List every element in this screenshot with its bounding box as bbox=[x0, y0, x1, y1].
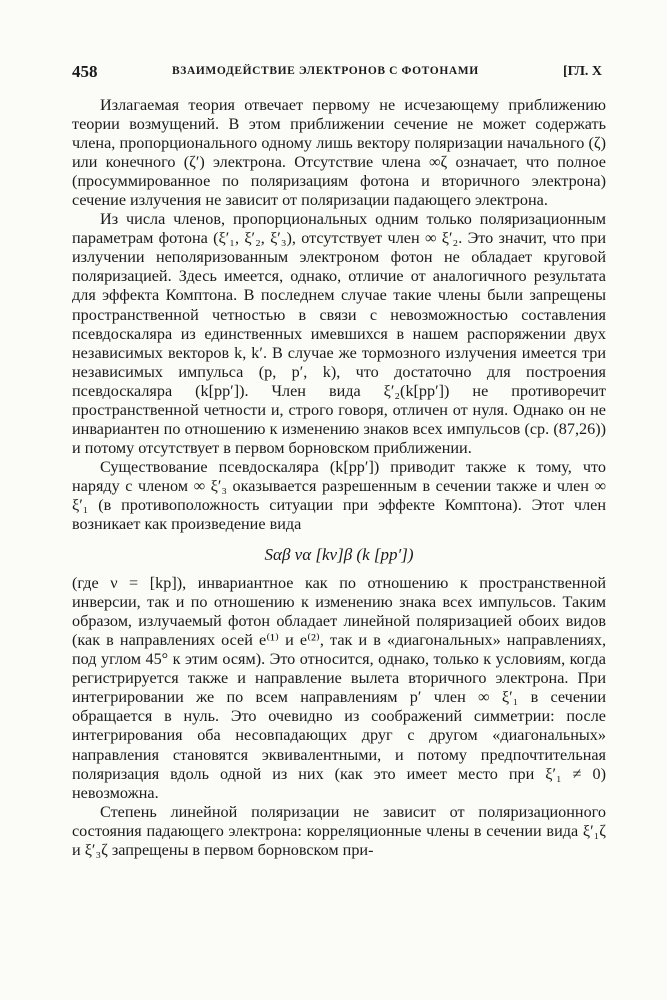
page-number: 458 bbox=[72, 62, 98, 81]
paragraph-3: Существование псевдоскаляра (k[pp′]) приводит также к тому, что наряду с членом ∞ ξ′₃ оказывается разрешенным в сечении также и член ∞ ξ′₁ (в противоположность ситуации при эффекте Комптона). Этот член возникает как произведение вида bbox=[72, 457, 606, 534]
page-body bbox=[72, 96, 606, 860]
running-header bbox=[72, 62, 602, 86]
formula: Sαβ να [kν]β (k [pp′]) bbox=[264, 545, 414, 565]
paragraph-after-formula: (где ν = [kp]), инвариантное как по отношению к пространственной инверсии, так и по отношению к изменению знака всех импульсов. Таким образом, излучаемый фотон обладает линейной поляризацией обоих видов (как в направлениях осей e⁽¹⁾ и e⁽²⁾, так и в «диагональных» направлениях, под углом 45° к этим осям). Это относится, однако, только к условиям, когда регистрируется также и направление вылета вторичного электрона. При интегрировании же по всем направлениям p′ член ∞ ξ′₁ в сечении обращается в нуль. Это очевидно из соображений симметрии: после интегрирования оба несовпадающих друг с другом «диагональных» направления становятся эквивалентными, и потому предпочтительная поляризация вдоль одной из них (как это имеет место при ξ′₁ ≠ 0) невозможна. bbox=[72, 574, 606, 802]
paragraph-1: Излагаемая теория отвечает первому не исчезающему приближению теории возмущений. В этом приближении сечение не может содержать члена, пропорционального одному лишь вектору поляризации начального (ζ) или конечного (ζ′) электрона. Отсутствие члена ∞ζ означает, что полное (просуммированное по поляризациям фотона и вторичного электрона) сечение излучения не зависит от поляризации падающего электрона. bbox=[72, 96, 606, 210]
chapter-label: [ГЛ. X bbox=[563, 64, 602, 79]
paragraph-last: Степень линейной поляризации не зависит от поляризационного состояния падающего электрона: корреляционные члены в сечении вида ξ′₁ζ и ξ′₃ζ запрещены в первом борновском при- bbox=[72, 802, 606, 859]
paragraph-2: Из числа членов, пропорциональных одним только поляризационным параметрам фотона (ξ′₁, ξ′₂, ξ′₃), отсутствует член ∞ ξ′₂. Это значит, что при излучении неполяризованным электроном фотон не обладает круговой поляризацией. Здесь имеется, однако, отличие от аналогичного результата для эффекта Комптона. В последнем случае такие члены были запрещены пространственной четностью в связи с невозможностью составления псевдоскаляра из единственных имевшихся в нашем распоряжении двух независимых векторов k, k′. В случае же тормозного излучения имеется три независимых импульса (p, p′, k), что достаточно для построения псевдоскаляра (k[pp′]). Член вида ξ′₂(k[pp′]) не противоречит пространственной четности и, строго говоря, отличен от нуля. Однако он не инвариантен по отношению к изменению знаков всех импульсов (ср. (87,26)) и потому отсутствует в первом борновском приближении. bbox=[72, 210, 606, 457]
running-title: ВЗАИМОДЕЙСТВИЕ ЭЛЕКТРОНОВ С ФОТОНАМИ bbox=[172, 65, 479, 77]
